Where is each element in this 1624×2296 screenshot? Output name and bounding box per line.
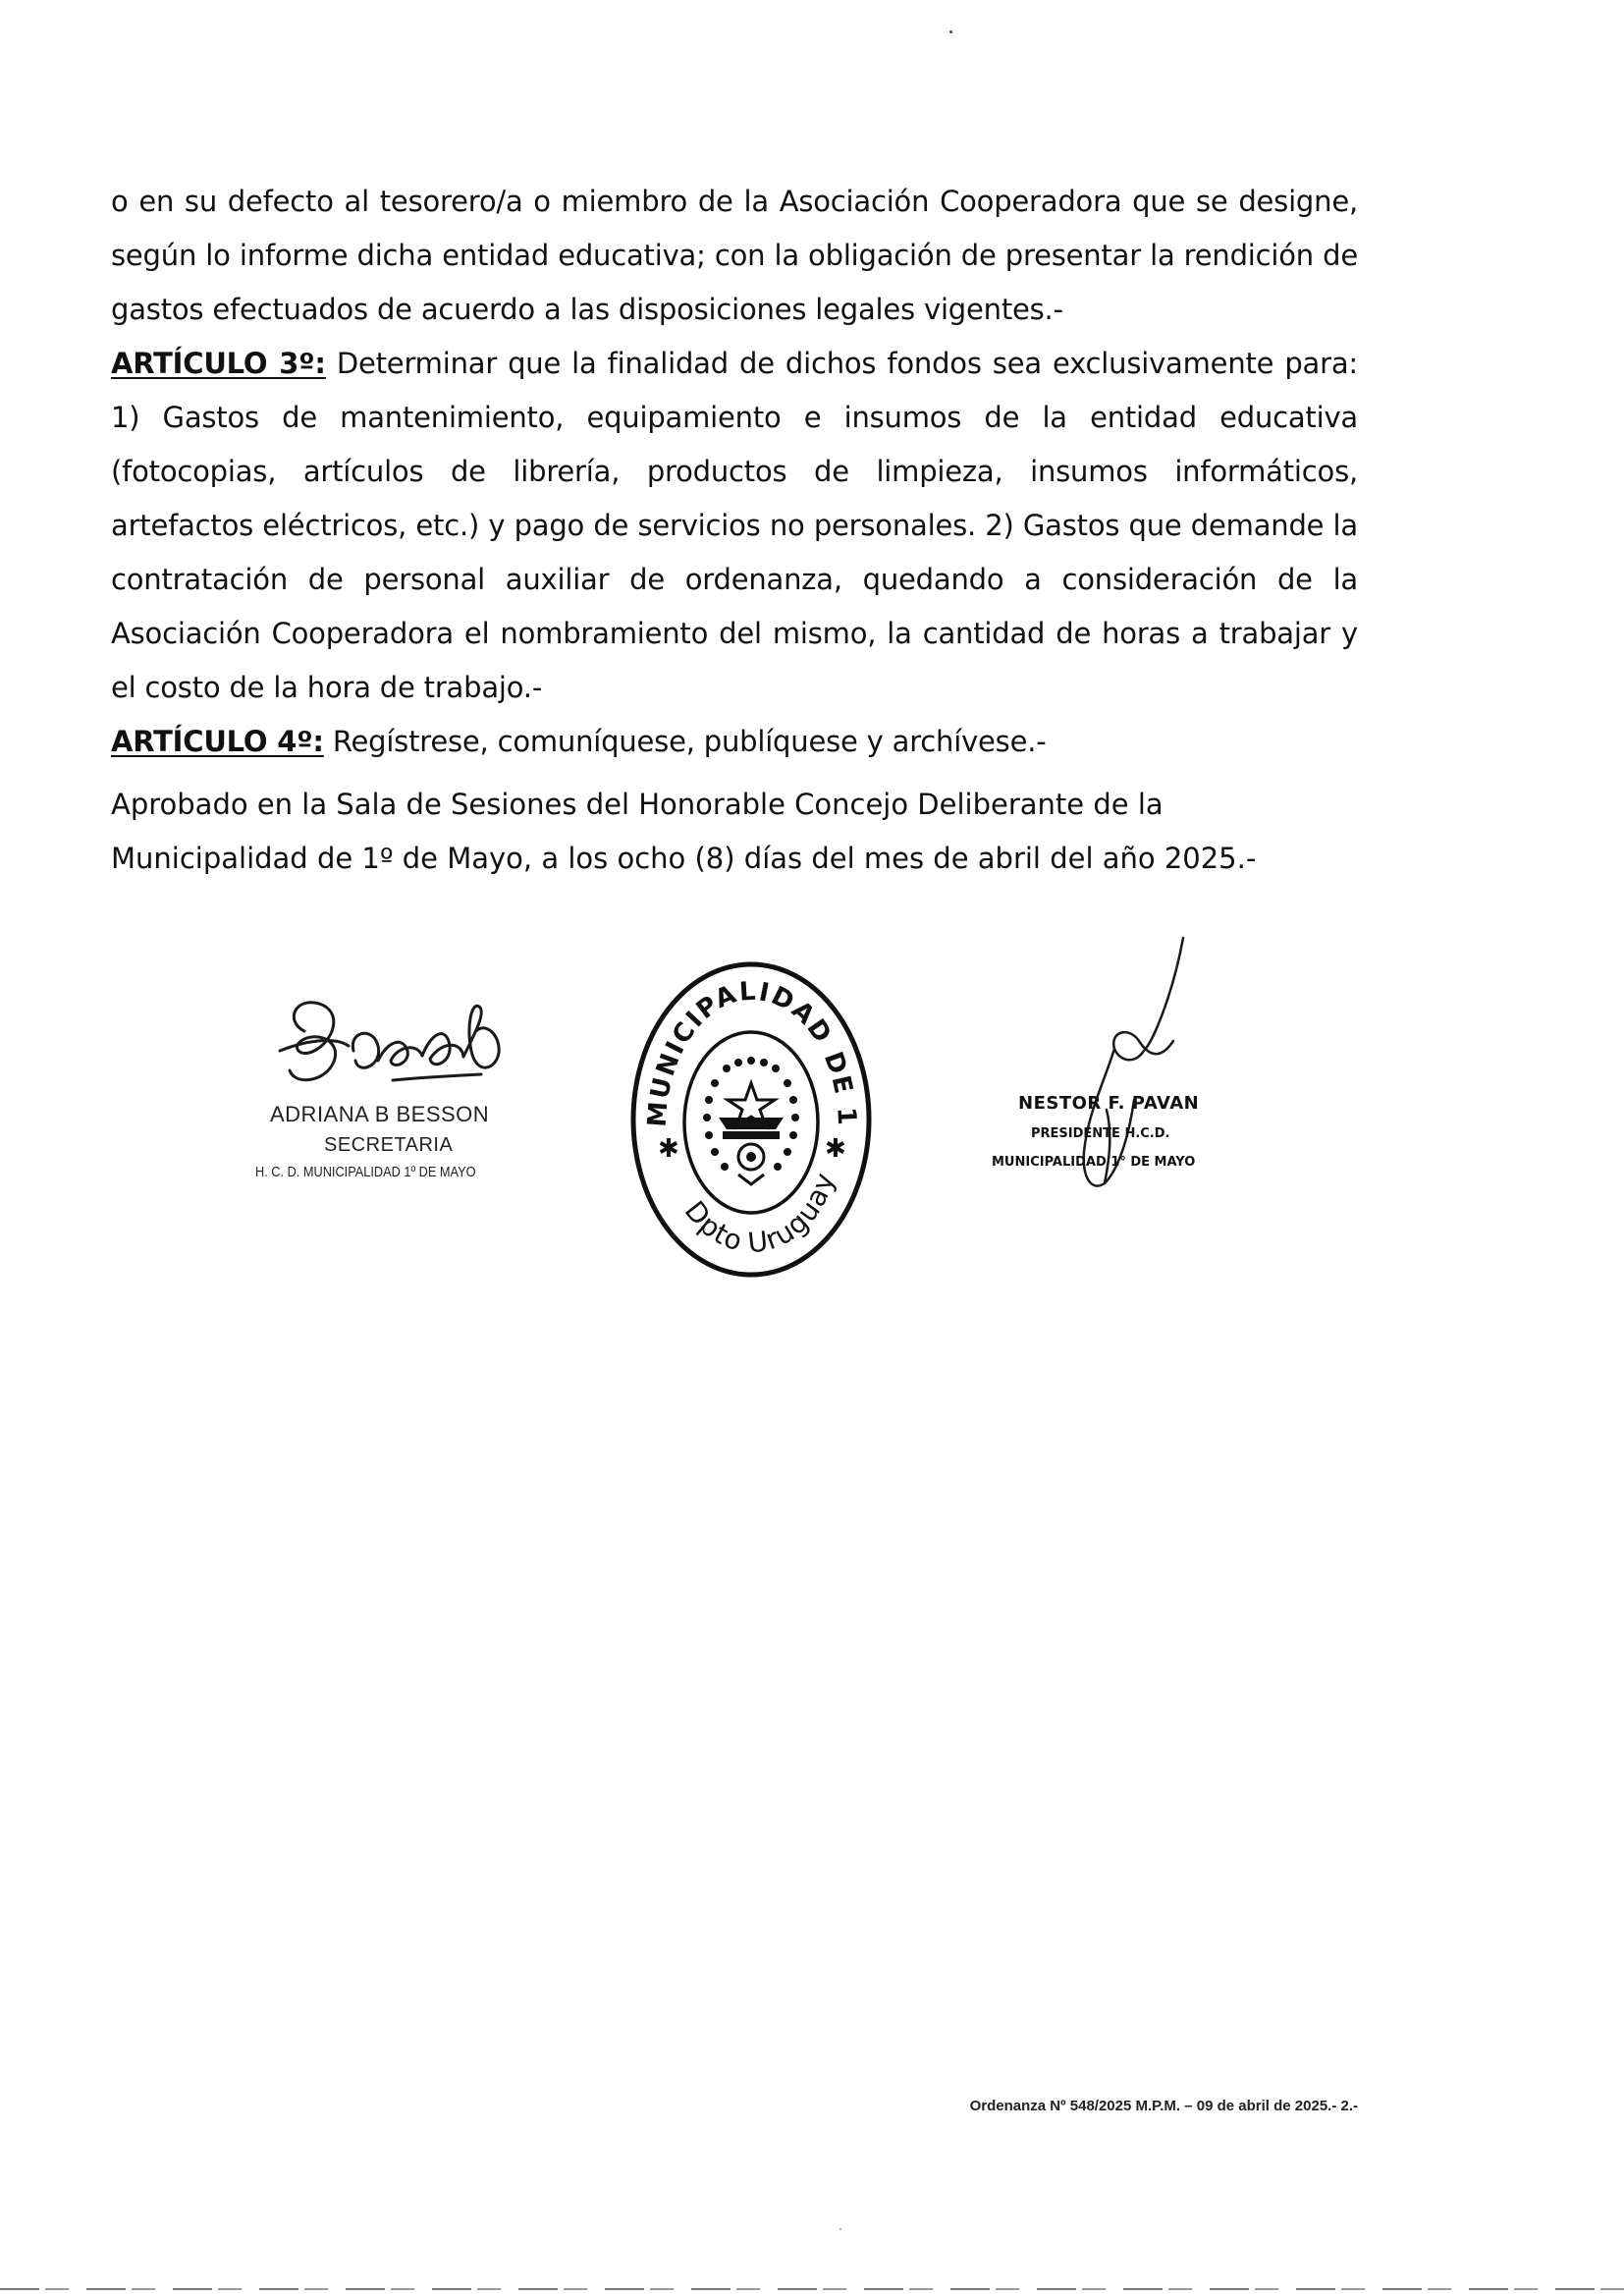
- svg-text:✱: ✱: [825, 1134, 846, 1164]
- approval-text: Aprobado en la Sala de Sesiones del Honorable Concejo Deliberante de la Municipalidad de 1º de Mayo, a los ocho (8) días del mes de abril del año 2025.-: [111, 788, 1257, 875]
- secretary-institution: H. C. D. MUNICIPALIDAD 1º DE MAYO: [255, 1164, 476, 1180]
- handwritten-signature-secretary: [275, 992, 511, 1110]
- seal-outer-text: MUNICIPALIDAD DE 1: [642, 976, 862, 1128]
- seal-bottom-text: Dpto Uruguay: [677, 1168, 841, 1260]
- secretary-role: SECRETARIA: [324, 1134, 454, 1156]
- approval-statement: [111, 778, 1358, 886]
- svg-text:MUNICIPALIDAD DE 1º DE MAYO: [628, 960, 861, 1128]
- handwritten-signature-president: [1036, 933, 1232, 1237]
- paragraph-intro: o en su defecto al tesorero/a o miembro de la Asociación Cooperadora que se designe, según lo informe dicha entidad educativa; con la obligación de presentar la rendición de gastos efectuados de acuerdo a las disposiciones legales vigentes.-: [111, 185, 1358, 326]
- secretary-name: ADRIANA B BESSON: [270, 1102, 490, 1126]
- svg-text:✱: ✱: [658, 1134, 679, 1164]
- signature-block-president: [992, 933, 1306, 1228]
- page-footer: Ordenanza Nº 548/2025 M.P.M. – 09 de abril de 2025.- 2.-: [969, 2098, 1358, 2114]
- president-institution: MUNICIPALIDAD 1° DE MAYO: [992, 1155, 1196, 1170]
- article-4-text: Regístrese, comuníquese, publíquese y archívese.-: [323, 725, 1047, 758]
- article-3-label: ARTÍCULO 3º:: [111, 347, 326, 380]
- scan-edge-line: [0, 2288, 1624, 2290]
- article-3-text: Determinar que la finalidad de dichos fondos sea exclusivamente para: 1) Gastos de mantenimiento, equipamiento e insumos de la entidad educativa (fotocopias, artículos de librería, productos de limpieza, insumos informáticos, artefactos eléctricos, etc.) y pago de servicios no personales. 2) Gastos que demande la contratación de personal auxiliar de ordenanza, quedando a consideración de la Asociación Cooperadora el nombramiento del mismo, la cantidad de horas a trabajar y el costo de la hora de trabajo.-: [111, 347, 1358, 704]
- signature-block-secretary: [255, 992, 550, 1188]
- president-name: NESTOR F. PAVAN: [1018, 1093, 1200, 1114]
- municipal-seal: [628, 960, 874, 1280]
- president-role: PRESIDENTE H.C.D.: [1031, 1126, 1170, 1141]
- article-3: [111, 337, 1358, 715]
- scan-speck: [949, 30, 952, 33]
- ordinance-body: [111, 175, 1358, 769]
- article-4: [111, 715, 1358, 769]
- scan-speck-bottom: [839, 2228, 841, 2230]
- seal-stamp-graphic: [628, 960, 874, 1280]
- article-4-label: ARTÍCULO 4º:: [111, 725, 324, 758]
